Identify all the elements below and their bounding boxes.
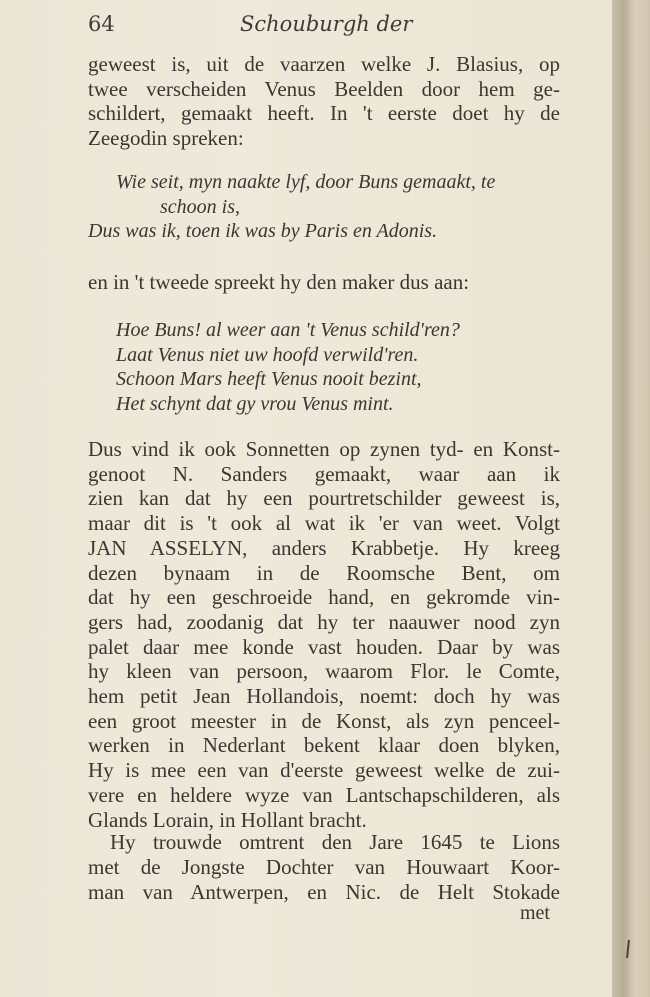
verse-line: schoon is, xyxy=(160,195,240,218)
text-line: geweest is, uit de vaarzen welke J. Blasius, op xyxy=(88,52,560,76)
page-edge-gutter xyxy=(612,0,650,997)
text-line: dat hy een geschroeide hand, en gekromde vin- xyxy=(88,585,560,610)
paragraph-2: en in 't tweede spreekt hy den maker dus aan: xyxy=(88,270,470,294)
text-line: JAN ASSELYN, anders Krabbetje. Hy kreeg xyxy=(88,535,560,560)
verse-line: Wie seit, myn naakte lyf, door Buns gemaakt, te xyxy=(116,171,496,193)
verse-line: Het schynt dat gy vrou Venus mint. xyxy=(116,392,394,415)
paragraph-3 xyxy=(88,437,560,832)
text-line: dezen bynaam in de Roomsche Bent, om xyxy=(88,560,560,585)
text-line: Hy trouwde omtrent den Jare 1645 te Lions xyxy=(110,830,560,854)
verse-line: Schoon Mars heeft Venus nooit bezint, xyxy=(116,368,422,390)
text-line: Zeegodin spreken: xyxy=(88,125,244,150)
text-line: schildert, gemaakt heeft. In 't eerste doet hy de xyxy=(88,101,560,126)
text-line: genoot N. Sanders gemaakt, waar aan ik xyxy=(88,461,560,486)
text-line: vere en heldere wyze van Lantschapschilderen, als xyxy=(88,782,560,807)
verse-line: Laat Venus niet uw hoofd verwild'ren. xyxy=(116,343,419,366)
page-number: 64 xyxy=(88,12,115,36)
text-line: man van Antwerpen, en Nic. de Helt Stokade xyxy=(88,880,560,904)
running-title: Schouburgh der xyxy=(240,12,413,36)
paragraph-1 xyxy=(88,52,560,150)
text-line: werken in Nederlant bekent klaar doen blyken, xyxy=(88,733,560,758)
text-line: hem petit Jean Hollandois, noemt: doch hy was xyxy=(88,684,560,709)
text-line: Hy is mee een van d'eerste geweest welke de zui- xyxy=(88,758,560,783)
text-line: zien kan dat hy een pourtretschilder geweest is, xyxy=(88,486,560,511)
text-line: Dus vind ik ook Sonnetten op zynen tyd- en Konst- xyxy=(88,437,560,461)
catchword: met xyxy=(520,902,550,924)
verse-2 xyxy=(116,318,596,416)
text-line: maar dit is 't ook al wat ik 'er van weet. Volgt xyxy=(88,511,560,536)
running-header xyxy=(88,12,568,42)
text-line: Glands Lorain, in Hollant bracht. xyxy=(88,807,367,832)
verse-1 xyxy=(88,170,568,244)
verse-line: Dus was ik, toen ik was by Paris en Adonis. xyxy=(88,220,438,242)
verse-line: Hoe Buns! al weer aan 't Venus schild'ren? xyxy=(116,319,460,341)
text-line: gers had, zoodanig dat hy ter naauwer nood zyn xyxy=(88,609,560,634)
paragraph-4 xyxy=(88,830,560,905)
text-line: twee verscheiden Venus Beelden door hem ge- xyxy=(88,76,560,101)
text-line: palet daar mee konde vast houden. Daar by was xyxy=(88,634,560,659)
text-line: hy kleen van persoon, waarom Flor. le Comte, xyxy=(88,659,560,684)
text-line: een groot meester in de Konst, als zyn penceel- xyxy=(88,708,560,733)
text-line: met de Jongste Dochter van Houwaart Koor- xyxy=(88,855,560,879)
